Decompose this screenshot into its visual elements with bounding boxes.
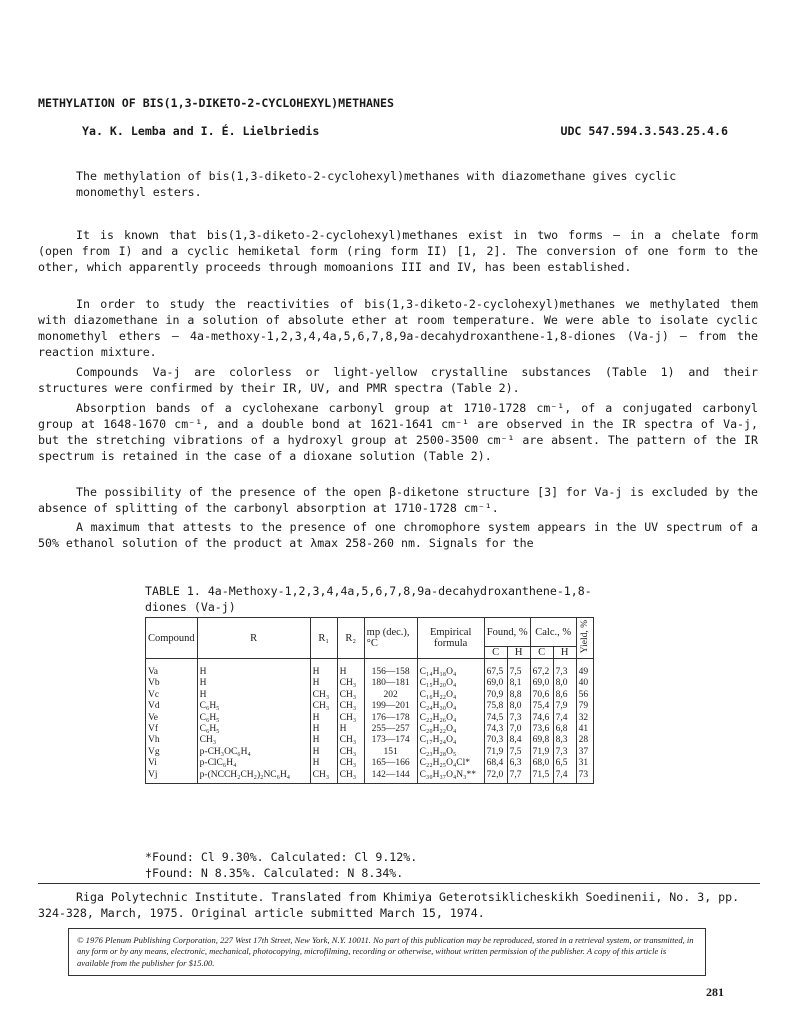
cell-mp: 255—257 [364, 724, 417, 735]
cell-formula: C₂₃H₂₈O₅ [417, 747, 484, 758]
table-row [146, 724, 594, 735]
cell-mp: 165—166 [364, 758, 417, 769]
cell-r2: CH₃ [337, 770, 364, 784]
col-r1: R₁ [310, 618, 337, 659]
cell-found-c: 68,4 [484, 758, 507, 769]
cell-found-c: 69,0 [484, 678, 507, 689]
paragraph-1: It is known that bis(1,3-diketo-2-cyclohexyl)methanes exist in two forms — in a chelate form (open from I) and a cyclic hemiketal form (ring form II) [1, 2]. The conversion of one form to the other, which apparently proceeds through momoanions III and IV, has been established. [38, 228, 758, 274]
cell-calc-h: 7,4 [553, 770, 576, 784]
col-r: R [197, 618, 310, 659]
cell-yield: 28 [576, 735, 593, 746]
copyright-notice: © 1976 Plenum Publishing Corporation, 227 West 17th Street, New York, N.Y. 10011. No part of this publication may be reproduced, stored in a retrieval system, or transmitted, in any form or by any means, electronic, mechanical, photocopying, microfilming, recording or otherwise, without written permission of the publisher. A copy of this article is available from the publisher for $15.00. [68, 928, 706, 976]
table-caption: TABLE 1. 4a-Methoxy-1,2,3,4,4a,5,6,7,8,9a-decahydroxanthene-1,8-diones (Va-j) [145, 584, 592, 614]
footnote-2: †Found: N 8.35%. Calculated: N 8.34%. [145, 866, 404, 880]
cell-r1: CH₃ [310, 690, 337, 701]
cell-calc-c: 67,2 [530, 659, 553, 679]
cell-r: H [197, 678, 310, 689]
cell-calc-c: 73,6 [530, 724, 553, 735]
cell-found-h: 8,8 [507, 690, 530, 701]
cell-formula: C₂₂H₂₆O₄ [417, 713, 484, 724]
cell-formula: C₂₂H₂₅O₄Cl* [417, 758, 484, 769]
cell-found-c: 71,9 [484, 747, 507, 758]
footer-affiliation: Riga Polytechnic Institute. Translated from Khimiya Geterotsiklicheskikh Soedinenii, No. 3, pp. 324-328, March, 1975. Original article submitted March 15, 1974. [38, 890, 740, 920]
cell-mp: 202 [364, 690, 417, 701]
cell-yield: 49 [576, 659, 593, 679]
cell-formula: C₁₆H₂₂O₄ [417, 690, 484, 701]
cell-calc-c: 75,4 [530, 701, 553, 712]
page-number: 281 [706, 985, 724, 999]
table-row [146, 701, 594, 712]
table-row [146, 747, 594, 758]
col-calc-h: H [553, 647, 576, 659]
cell-found-c: 67,5 [484, 659, 507, 679]
cell-compound: Vg [146, 747, 198, 758]
cell-compound: Vi [146, 758, 198, 769]
col-mp: mp (dec.), °C [364, 618, 417, 659]
cell-found-c: 74,3 [484, 724, 507, 735]
cell-calc-c: 70,6 [530, 690, 553, 701]
cell-found-h: 7,7 [507, 770, 530, 784]
cell-r: C₆H₅ [197, 724, 310, 735]
cell-r: C₆H₅ [197, 713, 310, 724]
cell-calc-c: 68,0 [530, 758, 553, 769]
cell-r1: CH₃ [310, 701, 337, 712]
paragraph-4: Absorption bands of a cyclohexane carbonyl group at 1710-1728 cm⁻¹, of a conjugated carbonyl group at 1648-1670 cm⁻¹, and a double bond at 1621-1641 cm⁻¹ are observed in the IR spectra of Va-j, but the stretching vibrations of a hydroxyl group at 2500-3500 cm⁻¹ are absent. The pattern of the IR spectrum is retained in the case of a dioxane solution (Table 2). [38, 401, 758, 463]
cell-calc-h: 8,3 [553, 735, 576, 746]
cell-found-h: 7,5 [507, 747, 530, 758]
cell-calc-c: 71,9 [530, 747, 553, 758]
footer-divider [38, 883, 760, 884]
cell-found-h: 8,1 [507, 678, 530, 689]
cell-r2: H [337, 659, 364, 679]
table-row [146, 770, 594, 784]
cell-compound: Vh [146, 735, 198, 746]
cell-r1: H [310, 735, 337, 746]
cell-mp: 176—178 [364, 713, 417, 724]
cell-formula: C₁₅H₂₀O₄ [417, 678, 484, 689]
cell-calc-h: 7,9 [553, 701, 576, 712]
cell-calc-h: 8,6 [553, 690, 576, 701]
udc-code: UDC 547.594.3.543.25.4.6 [560, 124, 728, 138]
table-row [146, 758, 594, 769]
cell-r: p-(NCCH₂CH₂)₂NC₆H₄ [197, 770, 310, 784]
cell-found-c: 70,3 [484, 735, 507, 746]
col-found-h: H [507, 647, 530, 659]
col-calc-c: C [530, 647, 553, 659]
cell-compound: Vf [146, 724, 198, 735]
cell-r1: H [310, 724, 337, 735]
col-found: Found, % [484, 618, 530, 647]
cell-formula: C₂₄H₃₀O₄ [417, 701, 484, 712]
table-row [146, 678, 594, 689]
cell-found-c: 74,5 [484, 713, 507, 724]
cell-formula: C₃₀H₃₇O₄N₃** [417, 770, 484, 784]
cell-compound: Vd [146, 701, 198, 712]
cell-r1: H [310, 758, 337, 769]
footnote-1: *Found: Cl 9.30%. Calculated: Cl 9.12%. [145, 850, 418, 864]
table-row [146, 659, 594, 679]
cell-mp: 180—181 [364, 678, 417, 689]
abstract: The methylation of bis(1,3-diketo-2-cyclohexyl)methanes with diazomethane gives cyclic monomethyl esters. [76, 169, 677, 199]
cell-compound: Vc [146, 690, 198, 701]
cell-r: p-CH₃OC₆H₄ [197, 747, 310, 758]
article-title: METHYLATION OF BIS(1,3-DIKETO-2-CYCLOHEXYL)METHANES [38, 96, 394, 110]
cell-calc-h: 7,3 [553, 659, 576, 679]
cell-r: H [197, 690, 310, 701]
col-r2: R₂ [337, 618, 364, 659]
cell-found-h: 7,5 [507, 659, 530, 679]
cell-mp: 199—201 [364, 701, 417, 712]
cell-calc-c: 71,5 [530, 770, 553, 784]
cell-found-h: 6,3 [507, 758, 530, 769]
cell-formula: C₁₇H₂₄O₄ [417, 735, 484, 746]
cell-r1: H [310, 659, 337, 679]
yield-label: Yield, % [579, 619, 590, 654]
cell-r2: CH₃ [337, 747, 364, 758]
col-calc: Calc., % [530, 618, 576, 647]
cell-r: p-ClC₆H₄ [197, 758, 310, 769]
article-authors: Ya. K. Lemba and I. É. Lielbriedis [82, 124, 320, 138]
table-row [146, 713, 594, 724]
cell-found-c: 70,9 [484, 690, 507, 701]
cell-mp: 173—174 [364, 735, 417, 746]
table-row [146, 690, 594, 701]
cell-compound: Ve [146, 713, 198, 724]
col-yield [576, 618, 593, 659]
cell-r1: H [310, 713, 337, 724]
cell-calc-h: 7,3 [553, 747, 576, 758]
cell-formula: C₂₀H₂₂O₄ [417, 724, 484, 735]
cell-yield: 56 [576, 690, 593, 701]
cell-compound: Va [146, 659, 198, 679]
cell-calc-c: 69,0 [530, 678, 553, 689]
paragraph-6: A maximum that attests to the presence of one chromophore system appears in the UV spectrum of a 50% ethanol solution of the product at λmax 258-260 nm. Signals for the [38, 520, 758, 550]
cell-r1: H [310, 678, 337, 689]
cell-yield: 40 [576, 678, 593, 689]
col-compound: Compound [146, 618, 198, 659]
cell-r1: H [310, 747, 337, 758]
cell-calc-h: 6,5 [553, 758, 576, 769]
cell-mp: 151 [364, 747, 417, 758]
cell-yield: 79 [576, 701, 593, 712]
cell-yield: 41 [576, 724, 593, 735]
cell-r2: CH₃ [337, 690, 364, 701]
table-footnotes [145, 849, 417, 881]
col-formula: Empirical formula [417, 618, 484, 659]
cell-r2: CH₃ [337, 678, 364, 689]
cell-yield: 31 [576, 758, 593, 769]
cell-calc-h: 7,4 [553, 713, 576, 724]
cell-found-c: 72,0 [484, 770, 507, 784]
cell-calc-c: 74,6 [530, 713, 553, 724]
cell-yield: 32 [576, 713, 593, 724]
paragraph-5: The possibility of the presence of the open β-diketone structure [3] for Va-j is excluded by the absence of splitting of the carbonyl absorption at 1710-1728 cm⁻¹. [38, 485, 758, 515]
cell-r2: H [337, 724, 364, 735]
cell-r2: CH₃ [337, 713, 364, 724]
cell-r1: CH₃ [310, 770, 337, 784]
cell-yield: 37 [576, 747, 593, 758]
cell-yield: 73 [576, 770, 593, 784]
cell-calc-c: 69,8 [530, 735, 553, 746]
cell-formula: C₁₄H₁₈O₄ [417, 659, 484, 679]
col-found-c: C [484, 647, 507, 659]
cell-calc-h: 8,0 [553, 678, 576, 689]
cell-r: H [197, 659, 310, 679]
paragraph-2: In order to study the reactivities of bis(1,3-diketo-2-cyclohexyl)methanes we methylated them with diazomethane in a solution of absolute ether at room temperature. We were able to isolate cyclic monomethyl ethers — 4a-methoxy-1,2,3,4,4a,5,6,7,8,9a-decahydroxanthene-1,8-diones (Va-j) — from the reaction mixture. [38, 297, 758, 359]
cell-compound: Vb [146, 678, 198, 689]
cell-calc-h: 6,8 [553, 724, 576, 735]
cell-r2: CH₃ [337, 735, 364, 746]
cell-r2: CH₃ [337, 701, 364, 712]
cell-mp: 142—144 [364, 770, 417, 784]
cell-r: C₆H₅ [197, 701, 310, 712]
cell-compound: Vj [146, 770, 198, 784]
cell-found-c: 75,8 [484, 701, 507, 712]
cell-mp: 156—158 [364, 659, 417, 679]
table-1 [145, 617, 594, 784]
cell-r: CH₃ [197, 735, 310, 746]
cell-found-h: 7,0 [507, 724, 530, 735]
cell-found-h: 8,0 [507, 701, 530, 712]
cell-r2: CH₃ [337, 758, 364, 769]
cell-found-h: 8,4 [507, 735, 530, 746]
table-row [146, 735, 594, 746]
paragraph-3: Compounds Va-j are colorless or light-yellow crystalline substances (Table 1) and their structures were confirmed by their IR, UV, and PMR spectra (Table 2). [38, 365, 758, 395]
cell-found-h: 7,3 [507, 713, 530, 724]
